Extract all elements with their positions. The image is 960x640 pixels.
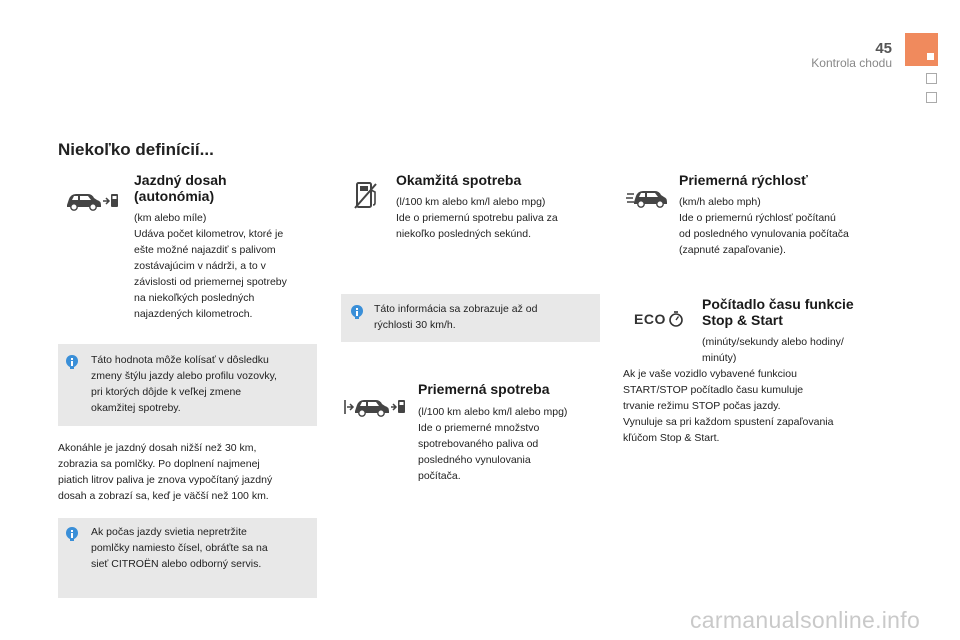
- text-line: Ide o priemernú rýchlosť počítanú: [679, 212, 836, 224]
- info-text: [91, 524, 268, 572]
- info-icon: [349, 304, 365, 320]
- instant-description: [396, 194, 558, 242]
- side-tab-box: [926, 92, 937, 103]
- side-tab-box: [926, 73, 937, 84]
- text-line: (minúty/sekundy alebo hodiny/: [702, 336, 844, 348]
- text-line: dosah a zobrazí sa, keď je väčší než 100 km.: [58, 490, 269, 502]
- text-line: počítača.: [418, 470, 461, 482]
- text-line: závislosti od priemernej spotreby: [134, 276, 287, 288]
- stop-start-heading: [702, 296, 854, 328]
- text-line: zmeny štýlu jazdy alebo profilu vozovky,: [91, 370, 277, 382]
- text-line: minúty): [702, 352, 737, 364]
- text-line: Vynuluje sa pri každom spustení zapaľovania: [623, 416, 834, 428]
- range-paragraph: [58, 440, 272, 504]
- text-line: Ak je vaše vozidlo vybavené funkciou: [623, 368, 797, 380]
- range-description: [134, 210, 287, 322]
- info-text: [91, 352, 277, 416]
- eco-label: ECO: [634, 311, 666, 327]
- page-number: 45: [875, 40, 892, 57]
- range-heading-line: (autonómia): [134, 188, 215, 204]
- car-speed-icon: [626, 186, 668, 210]
- text-line: pomlčky namiesto čísel, obráťte sa na: [91, 542, 268, 554]
- info-box-dashes: [58, 518, 317, 598]
- range-heading-line: Jazdný dosah: [134, 172, 227, 188]
- text-line: posledného vynulovania: [418, 454, 531, 466]
- text-line: piatich litrov paliva je znova vypočítaný jazdný: [58, 474, 273, 486]
- text-line: zobrazia sa pomlčky. Po doplnení najmenej: [58, 458, 260, 470]
- text-line: trvanie režimu STOP počas jazdy.: [623, 400, 781, 412]
- section-name: Kontrola chodu: [811, 56, 892, 70]
- text-line: najazdených kilometroch.: [134, 308, 253, 320]
- info-icon: [64, 354, 80, 370]
- text-line: zostávajúcim v nádrži, a to v: [134, 260, 266, 272]
- text-line: niekoľko posledných sekúnd.: [396, 228, 531, 240]
- range-heading: [134, 172, 227, 204]
- stop-start-heading-line: Počítadlo času funkcie: [702, 296, 854, 312]
- text-line: kľúčom Stop & Start.: [623, 432, 720, 444]
- car-fuel-icon: [343, 394, 407, 420]
- stop-start-paragraph: [623, 366, 833, 446]
- text-line: od posledného vynulovania počítača: [679, 228, 849, 240]
- text-line: Ide o priemernú spotrebu paliva za: [396, 212, 558, 224]
- section-tab: [905, 33, 938, 66]
- text-line: ešte možné najazdiť s palivom: [134, 244, 276, 256]
- text-line: Táto hodnota môže kolísať v dôsledku: [91, 354, 269, 366]
- fuel-pump-crossed-icon: [354, 180, 378, 210]
- timer-icon: [668, 310, 684, 328]
- info-text: [374, 301, 537, 333]
- info-box-range: [58, 344, 317, 426]
- car-range-icon: [64, 188, 120, 214]
- text-line: (l/100 km alebo km/l alebo mpg): [396, 196, 546, 208]
- eco-timer-icon: [634, 309, 684, 331]
- text-line: okamžitej spotreby.: [91, 402, 181, 414]
- text-line: sieť CITROËN alebo odborný servis.: [91, 558, 262, 570]
- text-line: Ide o priemerné množstvo: [418, 422, 540, 434]
- info-box-instant: [341, 294, 600, 342]
- page-title: Niekoľko definícií...: [58, 140, 214, 159]
- text-line: (zapnuté zapaľovanie).: [679, 244, 786, 256]
- stop-start-units: [702, 334, 844, 366]
- avg-consumption-description: [418, 404, 567, 484]
- text-line: Udáva počet kilometrov, ktoré je: [134, 228, 284, 240]
- text-line: Akonáhle je jazdný dosah nižší než 30 km,: [58, 442, 257, 454]
- text-line: START/STOP počítadlo času kumuluje: [623, 384, 804, 396]
- tab-marker: [927, 53, 934, 60]
- avg-consumption-heading: Priemerná spotreba: [418, 381, 550, 397]
- info-icon: [64, 526, 80, 542]
- stop-start-heading-line: Stop & Start: [702, 312, 783, 328]
- text-line: spotrebovaného paliva od: [418, 438, 539, 450]
- text-line: rýchlosti 30 km/h.: [374, 319, 456, 331]
- text-line: (km alebo míle): [134, 212, 207, 224]
- text-line: na niekoľkých posledných: [134, 292, 255, 304]
- text-line: (km/h alebo mph): [679, 196, 761, 208]
- instant-heading: Okamžitá spotreba: [396, 172, 522, 188]
- avg-speed-heading: Priemerná rýchlosť: [679, 172, 808, 188]
- avg-speed-description: [679, 194, 849, 258]
- text-line: (l/100 km alebo km/l alebo mpg): [418, 406, 568, 418]
- text-line: pri ktorých dôjde k veľkej zmene: [91, 386, 242, 398]
- watermark: carmanualsonline.info: [690, 607, 921, 633]
- text-line: Ak počas jazdy svietia nepretržite: [91, 526, 247, 538]
- text-line: Táto informácia sa zobrazuje až od: [374, 303, 538, 315]
